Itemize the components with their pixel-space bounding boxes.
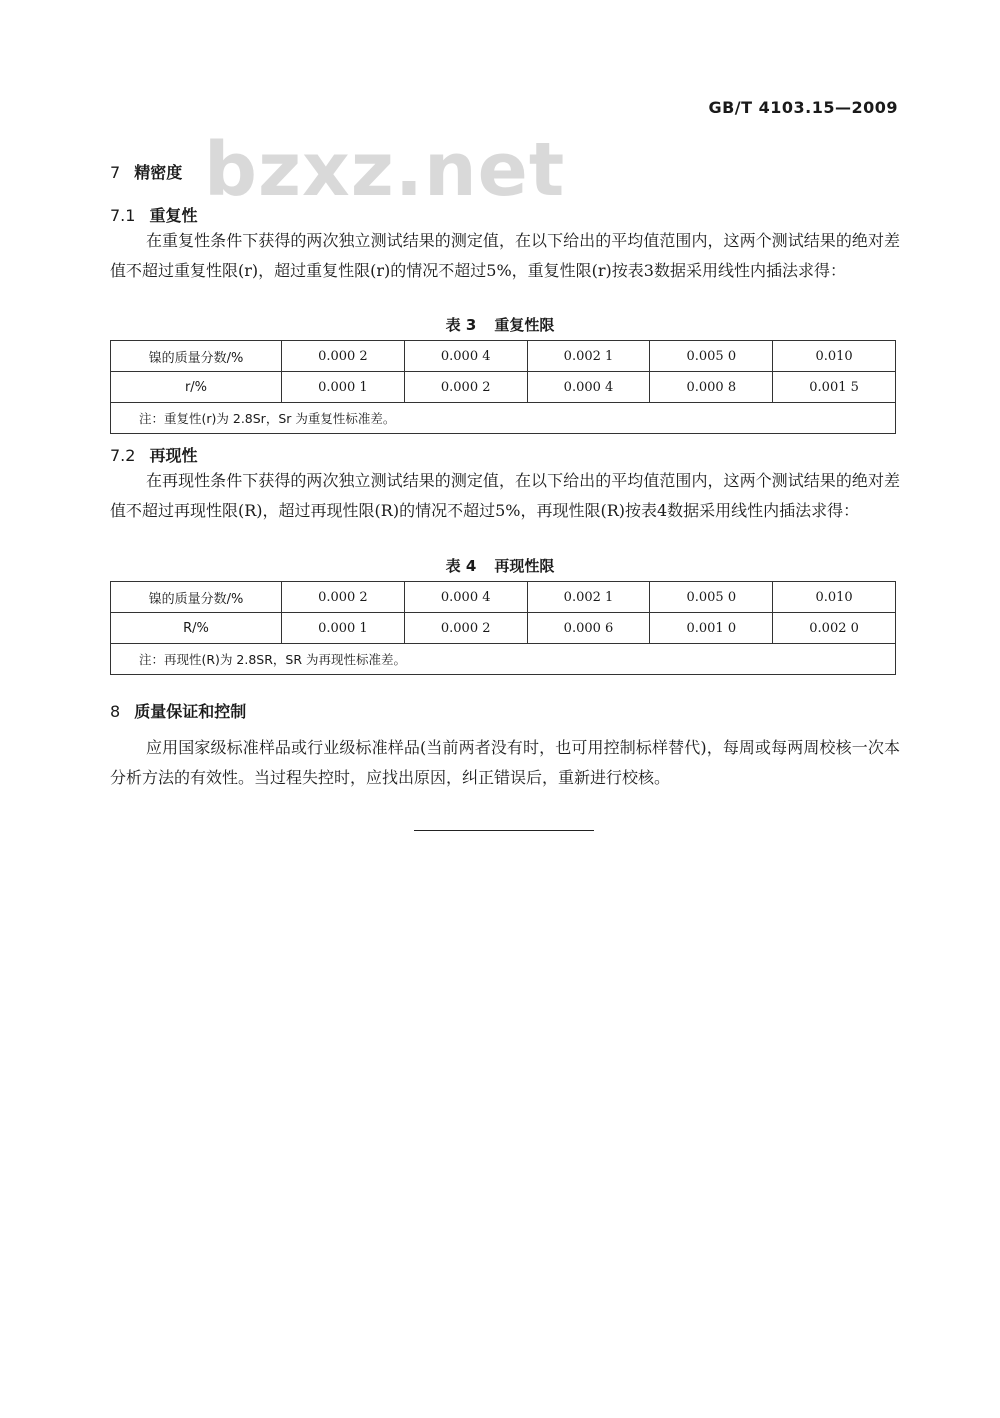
table-cell: 0.000 1 <box>282 372 405 403</box>
table-cell: 0.000 4 <box>527 372 650 403</box>
table-4 <box>110 581 896 675</box>
table-cell: 0.010 <box>773 582 896 613</box>
table-note: 注：再现性(R)为 2.8SR，SR 为再现性标准差。 <box>111 644 896 675</box>
section-7-2-paragraph: 在再现性条件下获得的两次独立测试结果的测定值，在以下给出的平均值范围内，这两个测试结果的绝对差值不超过再现性限(R)，超过再现性限(R)的情况不超过5%，再现性限(R)按表4数据采用线性内插法求得： <box>110 471 900 520</box>
table-cell: 0.000 2 <box>404 613 527 644</box>
table-3-caption <box>0 314 1000 335</box>
table-note: 注：重复性(r)为 2.8Sr，Sr 为重复性标准差。 <box>111 403 896 434</box>
row-label: 镍的质量分数/% <box>111 582 282 613</box>
table-cell: 0.000 8 <box>650 372 773 403</box>
section-number: 7.2 <box>110 446 136 465</box>
table-cell: 0.000 1 <box>282 613 405 644</box>
table-row <box>111 582 896 613</box>
section-8-heading <box>110 699 246 722</box>
section-7-heading <box>110 160 182 183</box>
table-cell: 0.001 0 <box>650 613 773 644</box>
table-title: 重复性限 <box>494 316 555 334</box>
row-label: r/% <box>111 372 282 403</box>
section-8-paragraph: 应用国家级标准样品或行业级标准样品(当前两者没有时，也可用控制标样替代)，每周或每两周校核一次本分析方法的有效性。当过程失控时，应找出原因，纠正错误后，重新进行校核。 <box>110 738 900 787</box>
table-cell: 0.002 0 <box>773 613 896 644</box>
section-number: 7.1 <box>110 206 136 225</box>
section-title: 再现性 <box>149 446 198 465</box>
table-4-caption <box>0 555 1000 576</box>
table-row <box>111 372 896 403</box>
table-note-row <box>111 644 896 675</box>
end-rule <box>414 830 594 831</box>
table-cell: 0.010 <box>773 341 896 372</box>
table-cell: 0.000 4 <box>404 582 527 613</box>
row-label: 镍的质量分数/% <box>111 341 282 372</box>
section-title: 重复性 <box>149 206 198 225</box>
table-cell: 0.000 4 <box>404 341 527 372</box>
table-cell: 0.002 1 <box>527 582 650 613</box>
table-cell: 0.002 1 <box>527 341 650 372</box>
section-7-2-heading <box>110 443 197 466</box>
watermark: bzxz.net <box>204 127 566 213</box>
table-cell: 0.005 0 <box>650 582 773 613</box>
table-cell: 0.005 0 <box>650 341 773 372</box>
table-cell: 0.000 2 <box>282 582 405 613</box>
table-number: 表 4 <box>445 557 477 575</box>
table-title: 再现性限 <box>494 557 555 575</box>
section-title: 质量保证和控制 <box>134 702 247 721</box>
section-title: 精密度 <box>134 163 183 182</box>
section-number: 7 <box>110 163 121 182</box>
standard-code: GB/T 4103.15—2009 <box>708 98 898 117</box>
table-cell: 0.001 5 <box>773 372 896 403</box>
section-number: 8 <box>110 702 121 721</box>
table-row <box>111 613 896 644</box>
table-number: 表 3 <box>445 316 477 334</box>
section-7-1-paragraph: 在重复性条件下获得的两次独立测试结果的测定值，在以下给出的平均值范围内，这两个测试结果的绝对差值不超过重复性限(r)，超过重复性限(r)的情况不超过5%，重复性限(r)按表3数据采用线性内插法求得： <box>110 231 900 280</box>
table-cell: 0.000 2 <box>282 341 405 372</box>
table-row <box>111 341 896 372</box>
row-label: R/% <box>111 613 282 644</box>
table-3 <box>110 340 896 434</box>
table-note-row <box>111 403 896 434</box>
table-cell: 0.000 2 <box>404 372 527 403</box>
section-7-1-heading <box>110 203 197 226</box>
table-cell: 0.000 6 <box>527 613 650 644</box>
